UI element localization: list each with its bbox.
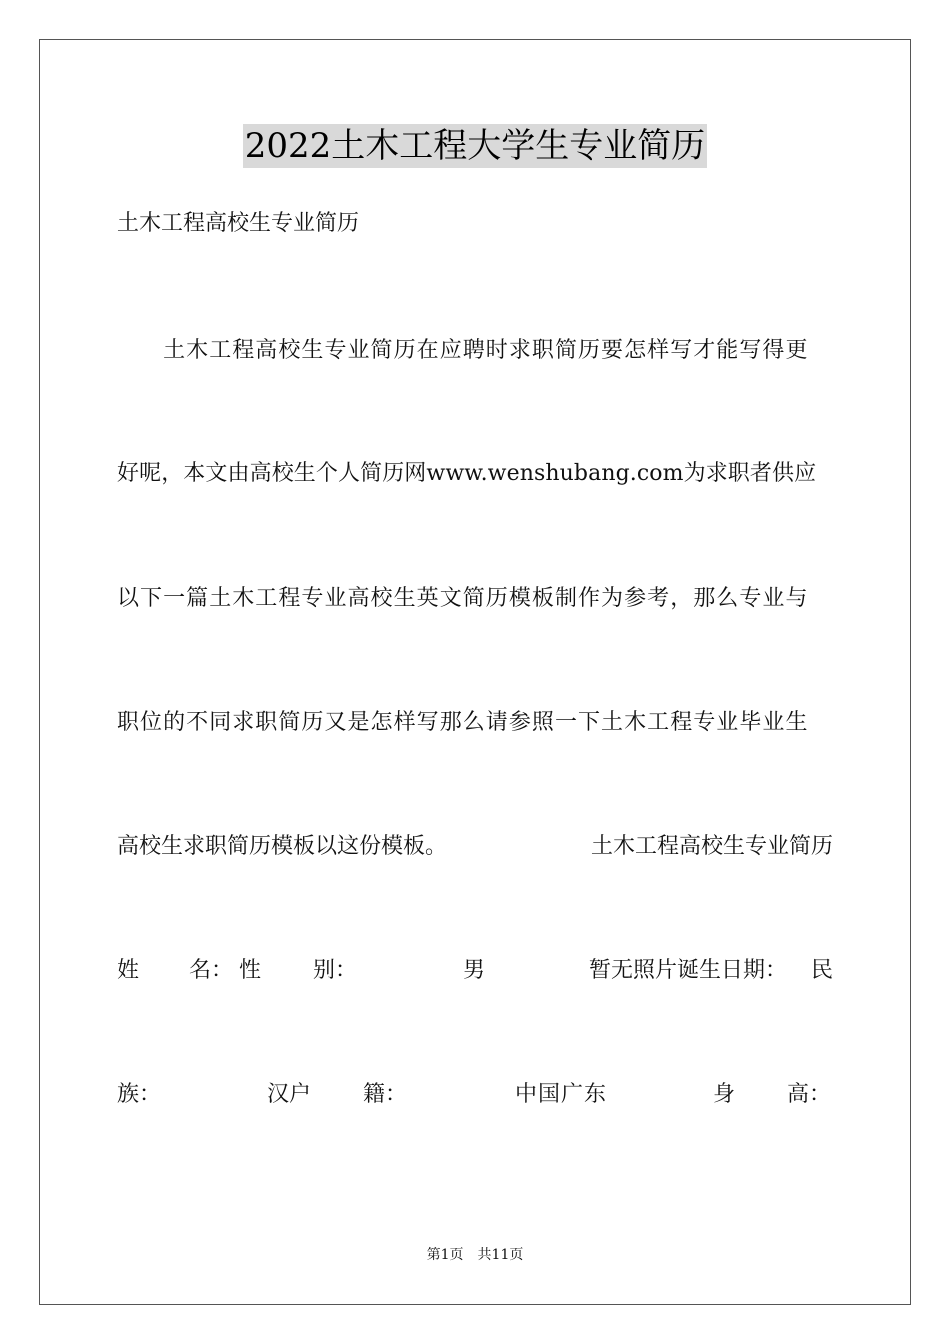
document-title: 2022土木工程大学生专业简历: [244, 126, 706, 166]
ethnic-label-2: 族：: [117, 1082, 162, 1107]
paragraph-line-2: [117, 459, 833, 489]
gender-label-1: 性: [239, 958, 262, 983]
height-label-1: 身: [713, 1082, 736, 1107]
hukou-label-1: 户: [289, 1082, 312, 1107]
gender-label-2: 别：: [313, 958, 358, 983]
height-label-2: 高：: [787, 1082, 832, 1107]
title-container: [0, 124, 950, 168]
paragraph-line-1: [117, 336, 833, 366]
paragraph-line-4: [117, 708, 833, 738]
hukou-value: 中国广东: [515, 1082, 608, 1107]
paragraph-line-5: [117, 832, 833, 862]
paragraph-line-4-text: 职位的不同求职简历又是怎样写那么请参照一下土木工程专业毕业生: [117, 710, 809, 735]
document-subtitle: 土木工程高校生专业简历: [117, 211, 360, 236]
birth-label: 诞生日期：: [677, 958, 788, 983]
photo-placeholder-text: 暂无照片: [589, 958, 678, 983]
hukou-label-2: 籍：: [363, 1082, 408, 1107]
paragraph-line-3: [117, 584, 833, 614]
paragraph-line-3-text: 以下一篇土木工程专业高校生英文简历模板制作为参考，那么专业与: [117, 586, 809, 611]
paragraph-line-2-text: 好呢，本文由高校生个人简历网www.wenshubang.com为求职者供应: [117, 461, 817, 486]
paragraph-line-5-left: 高校生求职简历模板以这份模板。: [117, 834, 448, 859]
paragraph-line-5-right: 土木工程高校生专业简历: [590, 834, 833, 859]
page-footer: [0, 1245, 950, 1265]
name-label-1: 姓: [117, 958, 140, 983]
gender-value: 男: [463, 958, 486, 983]
ethnic-label-1: 民: [811, 958, 834, 983]
name-label-2: 名：: [189, 958, 234, 983]
page-number-total: 共11页: [477, 1247, 524, 1263]
page-number-current: 第1页: [426, 1247, 464, 1263]
paragraph-line-1-text: 土木工程高校生专业简历在应聘时求职简历要怎样写才能写得更: [117, 338, 809, 363]
ethnic-value: 汉: [267, 1082, 290, 1107]
